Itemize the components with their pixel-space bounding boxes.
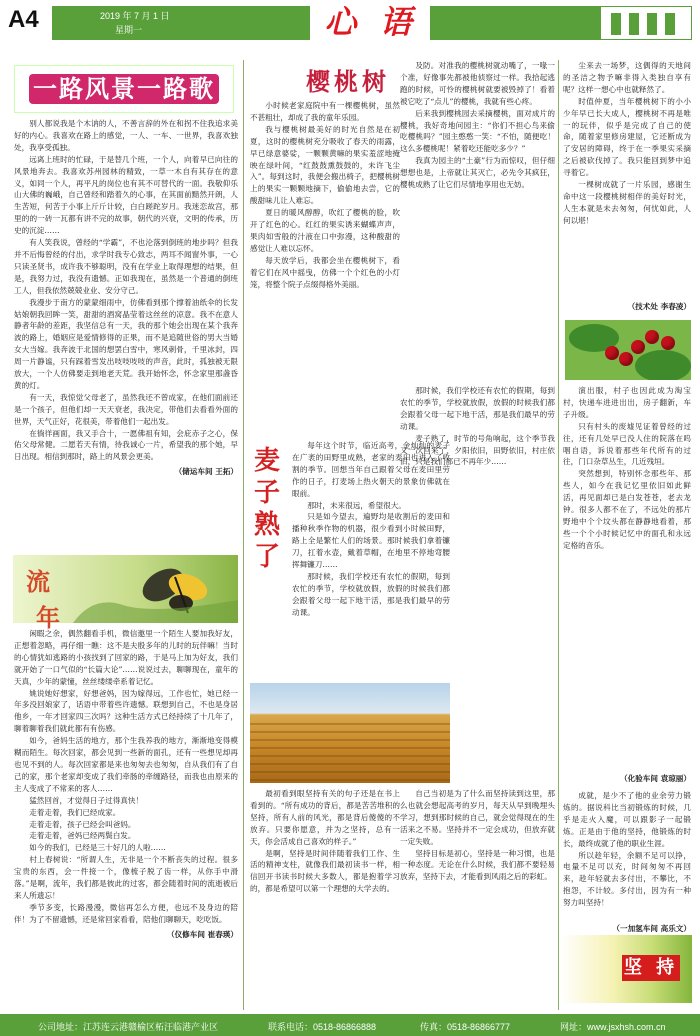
article-body-2 bbox=[14, 628, 238, 1008]
company-fax: 传真：0518-86866777 bbox=[420, 1022, 511, 1032]
article-title: 坚 持 bbox=[622, 955, 680, 981]
paragraph: 别人都说我是个木讷的人，不善言辞的外在和拐不住我追求美好的内心。我喜欢在路上的感觉，一人、一车、一世界，我喜欢独处，我享受孤独。 bbox=[14, 119, 238, 152]
wheat-field-photo bbox=[250, 683, 450, 783]
paragraph: 所以趁年轻，余额不足可以挣，电量不足可以充，时间匆匆不再回来，趁年轻就去多付出，不攀比，不抱怨，不计较。多付出，因为有一种努力叫坚持！ bbox=[563, 850, 691, 908]
persistence-illustration bbox=[560, 935, 692, 1003]
paragraph: 是啊，坚持是时间伴随着我们工作、生活的精神支柱，就像我们最初读书一样，相信回开书读书时候大多数人，都是抱着学习的，都是希望可以第一个理想的大学去的。 bbox=[250, 848, 400, 894]
paragraph: 每年这个时节，临近高考，金灿灿的麦子在广袤的田野里成熟，老家的麦田也进入了收割的季节。回想当年自己跟着父母在麦田里劳作的日子，打麦场上热火朝天的景象仿佛就在眼前。 bbox=[292, 441, 450, 498]
article-body-9 bbox=[563, 790, 691, 920]
paragraph: 猛然回首，才觉得日子过得真快！ bbox=[29, 795, 144, 805]
paragraph: 只是如今望去，遍野均是收割后的麦田和播种秋季作物的机器，很少看到小时候田野，路上全是繁忙人们的场景。那时候我们拿着镰刀，扛着水壶，戴着草帽，在地里不停地弯腰挥舞镰刀…… bbox=[292, 512, 450, 570]
article-body-5 bbox=[250, 788, 400, 1010]
paragraph: 麦子熟了，时节的号角响起，这个季节我又一次回来了，夕阳依旧，田野依旧，村庄依旧，只是我们都已不再年少…… bbox=[400, 433, 555, 467]
paragraph: 坚持目标是初心，坚持是一种习惯，也是一种态度。无论在什么时候，我们都不要轻易放弃，坚持下去，才能看到风雨之后的彩虹。 bbox=[400, 848, 555, 882]
paragraph: 及防。对准我的樱桃树就动嘴了，一喙一个准，好像事先都被他侦察过一样。我拾起逃跑的时候，可怜的樱桃树就要被毁掉了！看着被它吃了“点儿”的樱桃，我就有些心疼。 bbox=[400, 61, 555, 106]
article-title: 一路风景一路歌 bbox=[29, 74, 219, 104]
header-decoration bbox=[600, 6, 692, 40]
paragraph: 我真为园主的“土豪”行为而惊叹，但仔细想想也是，上帝就让其灭亡，必先令其疯狂，樱桃成熟了让它们尽情地享用也无妨。 bbox=[400, 156, 555, 190]
author-byline: （技术处 李春凌） bbox=[627, 302, 691, 311]
page-number: A4 bbox=[8, 6, 39, 33]
article-title-box bbox=[14, 65, 234, 113]
paragraph: 时值仲夏，当年樱桃树下的小小少年早已长大成人，樱桃树不再是唯一的玩伴，似乎是完成了自己的使命，随着家里修房建屋，它还断成为了安居的障碍，终于在一季果实采摘之后被砍伐掉了。我只能回到梦中追寻着它。 bbox=[563, 96, 691, 178]
paragraph: 在徜徉画面，我又手合十，一愿佛祖有知，会庇赤子之心，保佑父母常健。二愿若天有情，待我诚心一片，希望我的那个她，早日出现。相信到那时，路上的风景会更美。 bbox=[14, 428, 238, 462]
paragraph: 只有村头的废墟见证着曾经的过往，还有几处早已没人住的院落在呜咽自语，诉说着那些年代所有的过往，门口杂草丛生，几近残垣。 bbox=[563, 421, 691, 467]
company-website: 网址：www.jsxhsh.com.cn bbox=[560, 1022, 666, 1032]
paragraph: 走着走着，孩子已经会叫爸妈。 bbox=[29, 819, 136, 829]
paragraph: 闲暇之余，偶然翻看手机，微信邀里一个陌生人要加我好友，正想着忽略，再仔细一瞧：这不是夫殷多年的儿时的玩伴嘛！当时的心情犹如逃路的小孩找到了回家的路，于是马上加为好友，我们就开始了一口气似的“长篇大论”……说说过去，聊聊现在，童年的天真，少年的蒙憧，丝丝缕缕牵系着记忆。 bbox=[14, 629, 238, 686]
paragraph: 如今，爸妈生活的地方，那个生我养我的地方，渐渐地变得模糊而陌生。每次回家，都会见到一些新的面孔，还有一些想见却再也见不到的人。每次回家都是来也匆匆去也匆匆，自从我们有了自己的家，那个老家却变成了我们牵肠的牵缠路径，而我也由原来的主人变成了不常来的客人…… bbox=[14, 736, 238, 793]
paragraph: 自己当初是为了什么而坚持读到这里，那么也就会想起高考的岁月，每天从早到晚埋头学习，想到那时候的自己，就会觉得现在的生活来之不易。坚持并不一定会成功，但放弃就一定失败。 bbox=[400, 789, 555, 846]
page-footer bbox=[0, 1014, 700, 1036]
article-title-char: 流 bbox=[26, 567, 50, 596]
company-address: 公司地址：江苏连云港赣榆区柘汪临港产业区 bbox=[38, 1022, 219, 1032]
author-byline: （仪修车间 崔春瑛） bbox=[167, 929, 238, 939]
article-body-6 bbox=[400, 60, 555, 380]
paragraph: 那时候，我们学校还有农忙的假期，每到农忙的季节，学校就放假，放假的时候我们都会跟着父母一起下地干活，那是我们最早的劳动课。 bbox=[400, 386, 555, 431]
paragraph: 我漫步于南方的蒙蒙细雨中，仿佛看到那个撑着油纸伞的长发姑娘朝我回眸一笑，甜甜的酒窝晶莹着这丝丝的凉意。我不在意人静者年龄的差距，我坚信总有一天，我的那个她会出现在某个我奔波的路上，婚姻应是爱情修得的正果，而不是追随世俗的男大当婚女大当嫁。我奔波于北国的想罢白雪中，寒风刺骨，千里冰封，四周一片静谧，只有踩着雪发出吱吱吱吱的声音，此时，孤独被无限放大，一个人仿佛要走到地老天荒。我开始怀念，怀念家里那盏昏黄的灯。 bbox=[14, 297, 238, 390]
author-byline: （储运车间 王拓） bbox=[174, 467, 238, 477]
cherry-photo bbox=[565, 320, 691, 380]
article-body-8a bbox=[400, 385, 555, 683]
paragraph: 那时，未来很远，希望很大。 bbox=[307, 500, 406, 510]
paragraph: 突然想到，特别怀念那些年、那些人，如今在我记忆里依旧如此鲜活，再见面却已是白发苍苍，老去龙钟。很多人都不在了，不远处的那片野地中个个坟头都在静静地看着，那些一个个小时候记忆中的面孔和永远定格的音乐。 bbox=[563, 469, 691, 550]
paragraph: 走着走着，我们已经成家。 bbox=[29, 807, 121, 817]
article-body-5b bbox=[400, 788, 555, 1010]
paragraph: 有一天，我惊觉父母老了，虽然我还不曾成家，在他们面前还是一个孩子，但他们却一天天衰老，我决定，带他们去看看外面的世界，天气正好，花很美，带着他们一起出发。 bbox=[14, 392, 238, 426]
paragraph: 走着走着，爸妈已经两鬓白发。 bbox=[29, 831, 136, 841]
paragraph: 一棵树成就了一片乐园，感谢生命中这一段樱桃树相伴的美好时光，人生本就是未去匆匆，何忧如此，人何以堪！ bbox=[563, 180, 691, 225]
author-byline: （一加氢车间 高乐文） bbox=[612, 924, 691, 933]
paragraph: 尘来去一场梦，这偶得的天地间的圣洁之物予嘛非得入类独自享有呢？这样一想心中也就释然了。 bbox=[563, 61, 691, 94]
column-divider bbox=[558, 60, 559, 1010]
paragraph: 我与樱桃树最美好的时光自然是在初夏，这时的樱桃树充分吸收了春天的雨露，早已绿意婆娑，一颗颗黄嘛的果实羞涩地掩映在绿叶间，“红鼓鼓熏鼓鼓的，未许飞尘入”。每到这时，我便会搬出椅子，把樱桃树上的果实一颗颗地摘下，偷偷地去尝，它的酸甜味儿让人难忘。 bbox=[250, 124, 400, 206]
paragraph: 村上春树说：“所谓人生，无非是一个不断丧失的过程。很多宝贵的东西，会一件接一个，像梳子脱了齿一样，从你手中滑落。”是啊，流年，我们都是彼此的过客，都会随着时间的流逝被后来人所遗忘！ bbox=[14, 855, 238, 900]
paragraph: 夏日的暖风醇醇，吹红了樱桃的脸，吹开了红色的心。红红的果实诱来蝴蝶声声，果肉如雪般的汁液在口中弥漫，这种酸甜的感觉让人难以忘怀。 bbox=[250, 208, 400, 253]
paragraph: 姚说她好想家，好想爸妈，因为嫁得远，工作也忙，她已经一年多没回娘家了，话语中带着些许遗憾。联想到自己，不也是身居他乡，一年才回家四三次吗？这种生活方式已经持续了十几年了，聊着聊着我们就此都有有伤感。 bbox=[14, 688, 238, 734]
article-body-8 bbox=[563, 385, 691, 765]
paragraph: 最初看到眼坚持有关的句子还是在书上看到的。“所有成功的背后，都是苦苦堆积的坚持，所有人前的风光，都是背后傻傻的不放弃。只要你愿意，并为之坚持，总有一天，你会活成自己喜欢的样子。” bbox=[250, 789, 400, 846]
article-body-1 bbox=[14, 118, 238, 548]
paragraph: 演出服，村子也因此成为淘宝村，快递车进进出出，房子翻新，车子升级。 bbox=[563, 386, 691, 419]
paragraph: 有人笑我说，曾经的“学霸”，不也沦落到倒班的地步吗？但我并不后悔曾经的付出，求学时我专心致志，两耳不闻窗外事，一心只读圣贤书，成许我不够聪明，没有在学业上取得理想的结果，但是，我努力过，我没有遗憾。正如我现在，虽然是一个普通的倒班工人，但我依然兢兢业业、安分守己。 bbox=[14, 238, 238, 295]
paragraph: 季节多变，长路漫漫，微信再怎么方便，也远不及身边的陪伴！为了不留遗憾，还是常回家看看，陪他们聊聊天，吃吃饭。 bbox=[14, 902, 238, 924]
company-phone: 联系电话：0518-86866888 bbox=[268, 1022, 377, 1032]
paragraph: 后来我到樱桃园去采摘樱桃，面对成片的樱桃，我好奇地问园主：“你们不担心鸟来偷吃樱桃吗？”园主憨憨一笑：“不怕，随便吃！这么多樱桃呢！紧着吃还能吃多少？” bbox=[400, 108, 555, 154]
paragraph: 那时候，我们学校还有农忙的假期，每到农忙的季节，学校就放假，放假的时候我们都会跟着父母一起下地干活，那是我们最早的劳动课。 bbox=[292, 571, 450, 617]
page-header bbox=[0, 0, 700, 50]
article-body-7 bbox=[563, 60, 691, 300]
issue-weekday: 星期一 bbox=[115, 25, 143, 35]
author-byline: （化验车间 袁琼丽） bbox=[620, 774, 691, 783]
section-masthead: 心 语 bbox=[310, 0, 430, 44]
column-divider bbox=[243, 60, 244, 1010]
article-body-3 bbox=[250, 100, 400, 440]
article-title: 麦子熟了 bbox=[253, 446, 280, 572]
paragraph: 每天放学后，我都会坐在樱桃树下，看着它们在风中摇曳，仿佛一个个红色的小灯笼，将整个院子点缀得格外美丽。 bbox=[250, 255, 400, 289]
paragraph: 成就，是少不了他的业余劳力锻炼的。据说科比当初锻炼的时候，几乎是走火入魔，可以跟影子一起锻炼。正是由于他的坚持，他锻炼的时长，最终成就了他的职业生涯。 bbox=[563, 791, 691, 848]
article-title: 樱桃树 bbox=[306, 67, 390, 96]
paragraph: 如今的我们，已经是三十好几的人啦…… bbox=[29, 843, 166, 853]
paragraph: 小时候老家庭院中有一棵樱桃树，虽然不甚粗壮，却成了我的童年乐园。 bbox=[250, 101, 400, 122]
issue-date: 2019 年 7 月 1 日 bbox=[100, 11, 170, 21]
paragraph: 远离上班时的忙碌，于是替几个班，一个人，向着早已向往的风景地奔去。我喜欢苏州园林的精致，一草一木自有其存在的意义，如同一个人，再平凡的岗位也有其不可替代的一面。我敬仰乐山大佛的巍峨，自己曾经和踏着久的心事，在其面前黯然开朗，人生苦短，何苦于小事上斤斤计较，白白蹉跎岁月。我迷恋故宫，那里的的一砖一瓦都有讲不完的故事，朝代的兴衰，文明的传承，历史的沉淀…… bbox=[14, 154, 238, 236]
article-title-char: 年 bbox=[36, 603, 60, 632]
